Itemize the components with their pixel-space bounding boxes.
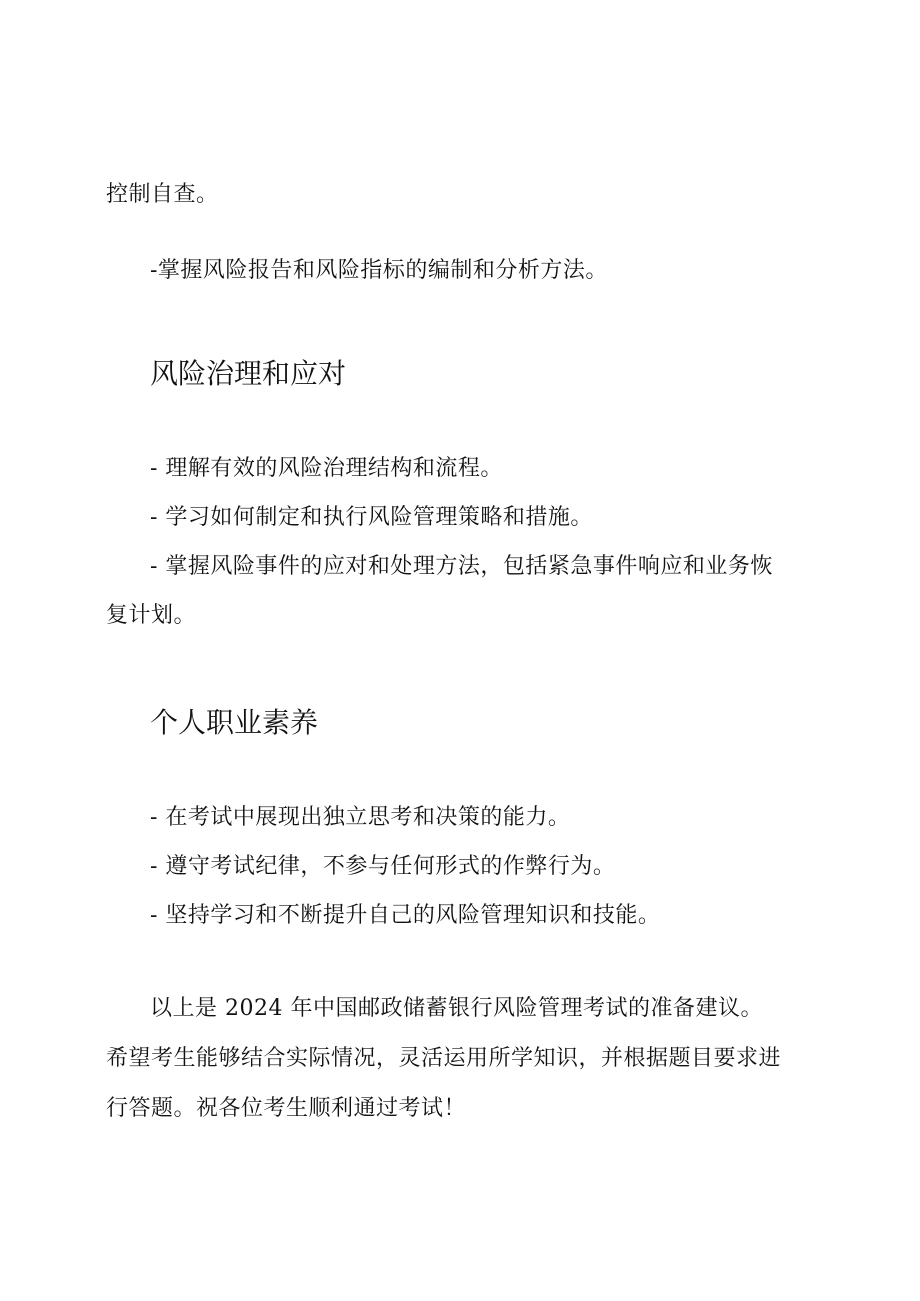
governance-item-3-continued: 复计划。 bbox=[106, 603, 197, 628]
governance-item-3: - 掌握风险事件的应对和处理方法，包括紧急事件响应和业务恢 bbox=[150, 554, 773, 579]
professional-item-1: - 在考试中展现出独立思考和决策的能力。 bbox=[150, 805, 571, 830]
conclusion-line-3: 行答题。祝各位考生顺利通过考试！ bbox=[106, 1096, 467, 1121]
section-heading-governance: 风险治理和应对 bbox=[150, 357, 347, 390]
professional-item-2: - 遵守考试纪律，不参与任何形式的作弊行为。 bbox=[150, 854, 616, 879]
intro-line-1: 控制自查。 bbox=[106, 182, 219, 207]
governance-item-1: - 理解有效的风险治理结构和流程。 bbox=[150, 456, 503, 481]
governance-item-2: - 学习如何制定和执行风险管理策略和措施。 bbox=[150, 505, 593, 530]
section-heading-professional: 个人职业素养 bbox=[150, 706, 319, 739]
intro-bullet: -掌握风险报告和风险指标的编制和分析方法。 bbox=[150, 258, 608, 283]
conclusion-line-2: 希望考生能够结合实际情况，灵活运用所学知识，并根据题目要求进 bbox=[106, 1046, 782, 1071]
conclusion-line-1: 以上是 2024 年中国邮政储蓄银行风险管理考试的准备建议。 bbox=[150, 996, 763, 1021]
professional-item-3: - 坚持学习和不断提升自己的风险管理知识和技能。 bbox=[150, 903, 661, 928]
